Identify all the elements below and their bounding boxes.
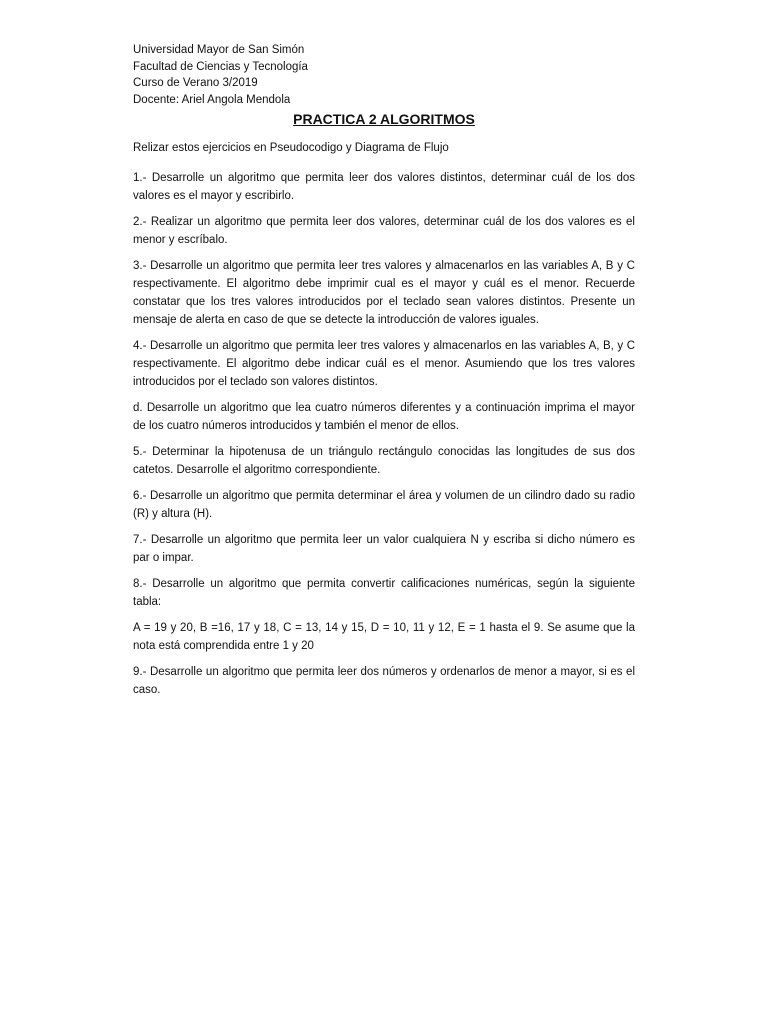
exercise-item: 2.- Realizar un algoritmo que permita leer dos valores, determinar cuál de los dos valores es el menor y escríbalo. bbox=[133, 215, 635, 246]
exercise-item: 3.- Desarrolle un algoritmo que permita leer tres valores y almacenarlos en las variables A, B y C respectivamente. El algoritmo debe imprimir cual es el mayor y cuál es el menor. Recuerde constatar que los tres valores introducidos por el teclado sean valores distintos. Presente un mensaje de alerta en caso de que se detecte la introducción de valores iguales. bbox=[133, 259, 635, 326]
grading-table-text: A = 19 y 20, B =16, 17 y 18, C = 13, 14 y 15, D = 10, 11 y 12, E = 1 hasta el 9. Se asume que la nota está comprendida entre 1 y 20 bbox=[133, 621, 635, 652]
intro-text: Relizar estos ejercicios en Pseudocodigo y Diagrama de Flujo bbox=[133, 142, 449, 154]
exercise-item: 7.- Desarrolle un algoritmo que permita leer un valor cualquiera N y escriba si dicho número es par o impar. bbox=[133, 533, 635, 564]
document-page bbox=[133, 42, 635, 707]
document-title: PRACTICA 2 ALGORITMOS bbox=[293, 111, 475, 127]
exercise-list bbox=[133, 169, 635, 699]
university-name: Universidad Mayor de San Simón bbox=[133, 44, 305, 56]
exercise-item: 1.- Desarrolle un algoritmo que permita leer dos valores distintos, determinar cuál de los dos valores es el mayor y escribirlo. bbox=[133, 171, 635, 202]
exercise-item: 8.- Desarrolle un algoritmo que permita convertir calificaciones numéricas, según la siguiente tabla: bbox=[133, 577, 635, 608]
document-header bbox=[133, 42, 635, 108]
exercise-item: 4.- Desarrolle un algoritmo que permita leer tres valores y almacenarlos en las variables A, B, y C respectivamente. El algoritmo debe indicar cuál es el menor. Asumiendo que los tres valores introducidos por el teclado son valores distintos. bbox=[133, 339, 635, 388]
course-name: Curso de Verano 3/2019 bbox=[133, 77, 258, 89]
exercise-item: 9.- Desarrolle un algoritmo que permita leer dos números y ordenarlos de menor a mayor, si es el caso. bbox=[133, 665, 635, 696]
faculty-name: Facultad de Ciencias y Tecnología bbox=[133, 60, 308, 73]
exercise-item: 6.- Desarrolle un algoritmo que permita determinar el área y volumen de un cilindro dado su radio (R) y altura (H). bbox=[133, 489, 635, 520]
exercise-item: 5.- Determinar la hipotenusa de un triángulo rectángulo conocidas las longitudes de sus dos catetos. Desarrolle el algoritmo correspondiente. bbox=[133, 445, 635, 476]
teacher-name: Docente: Ariel Angola Mendola bbox=[133, 93, 291, 106]
exercise-item: d. Desarrolle un algoritmo que lea cuatro números diferentes y a continuación imprima el mayor de los cuatro números introducidos y también el menor de ellos. bbox=[133, 401, 635, 432]
